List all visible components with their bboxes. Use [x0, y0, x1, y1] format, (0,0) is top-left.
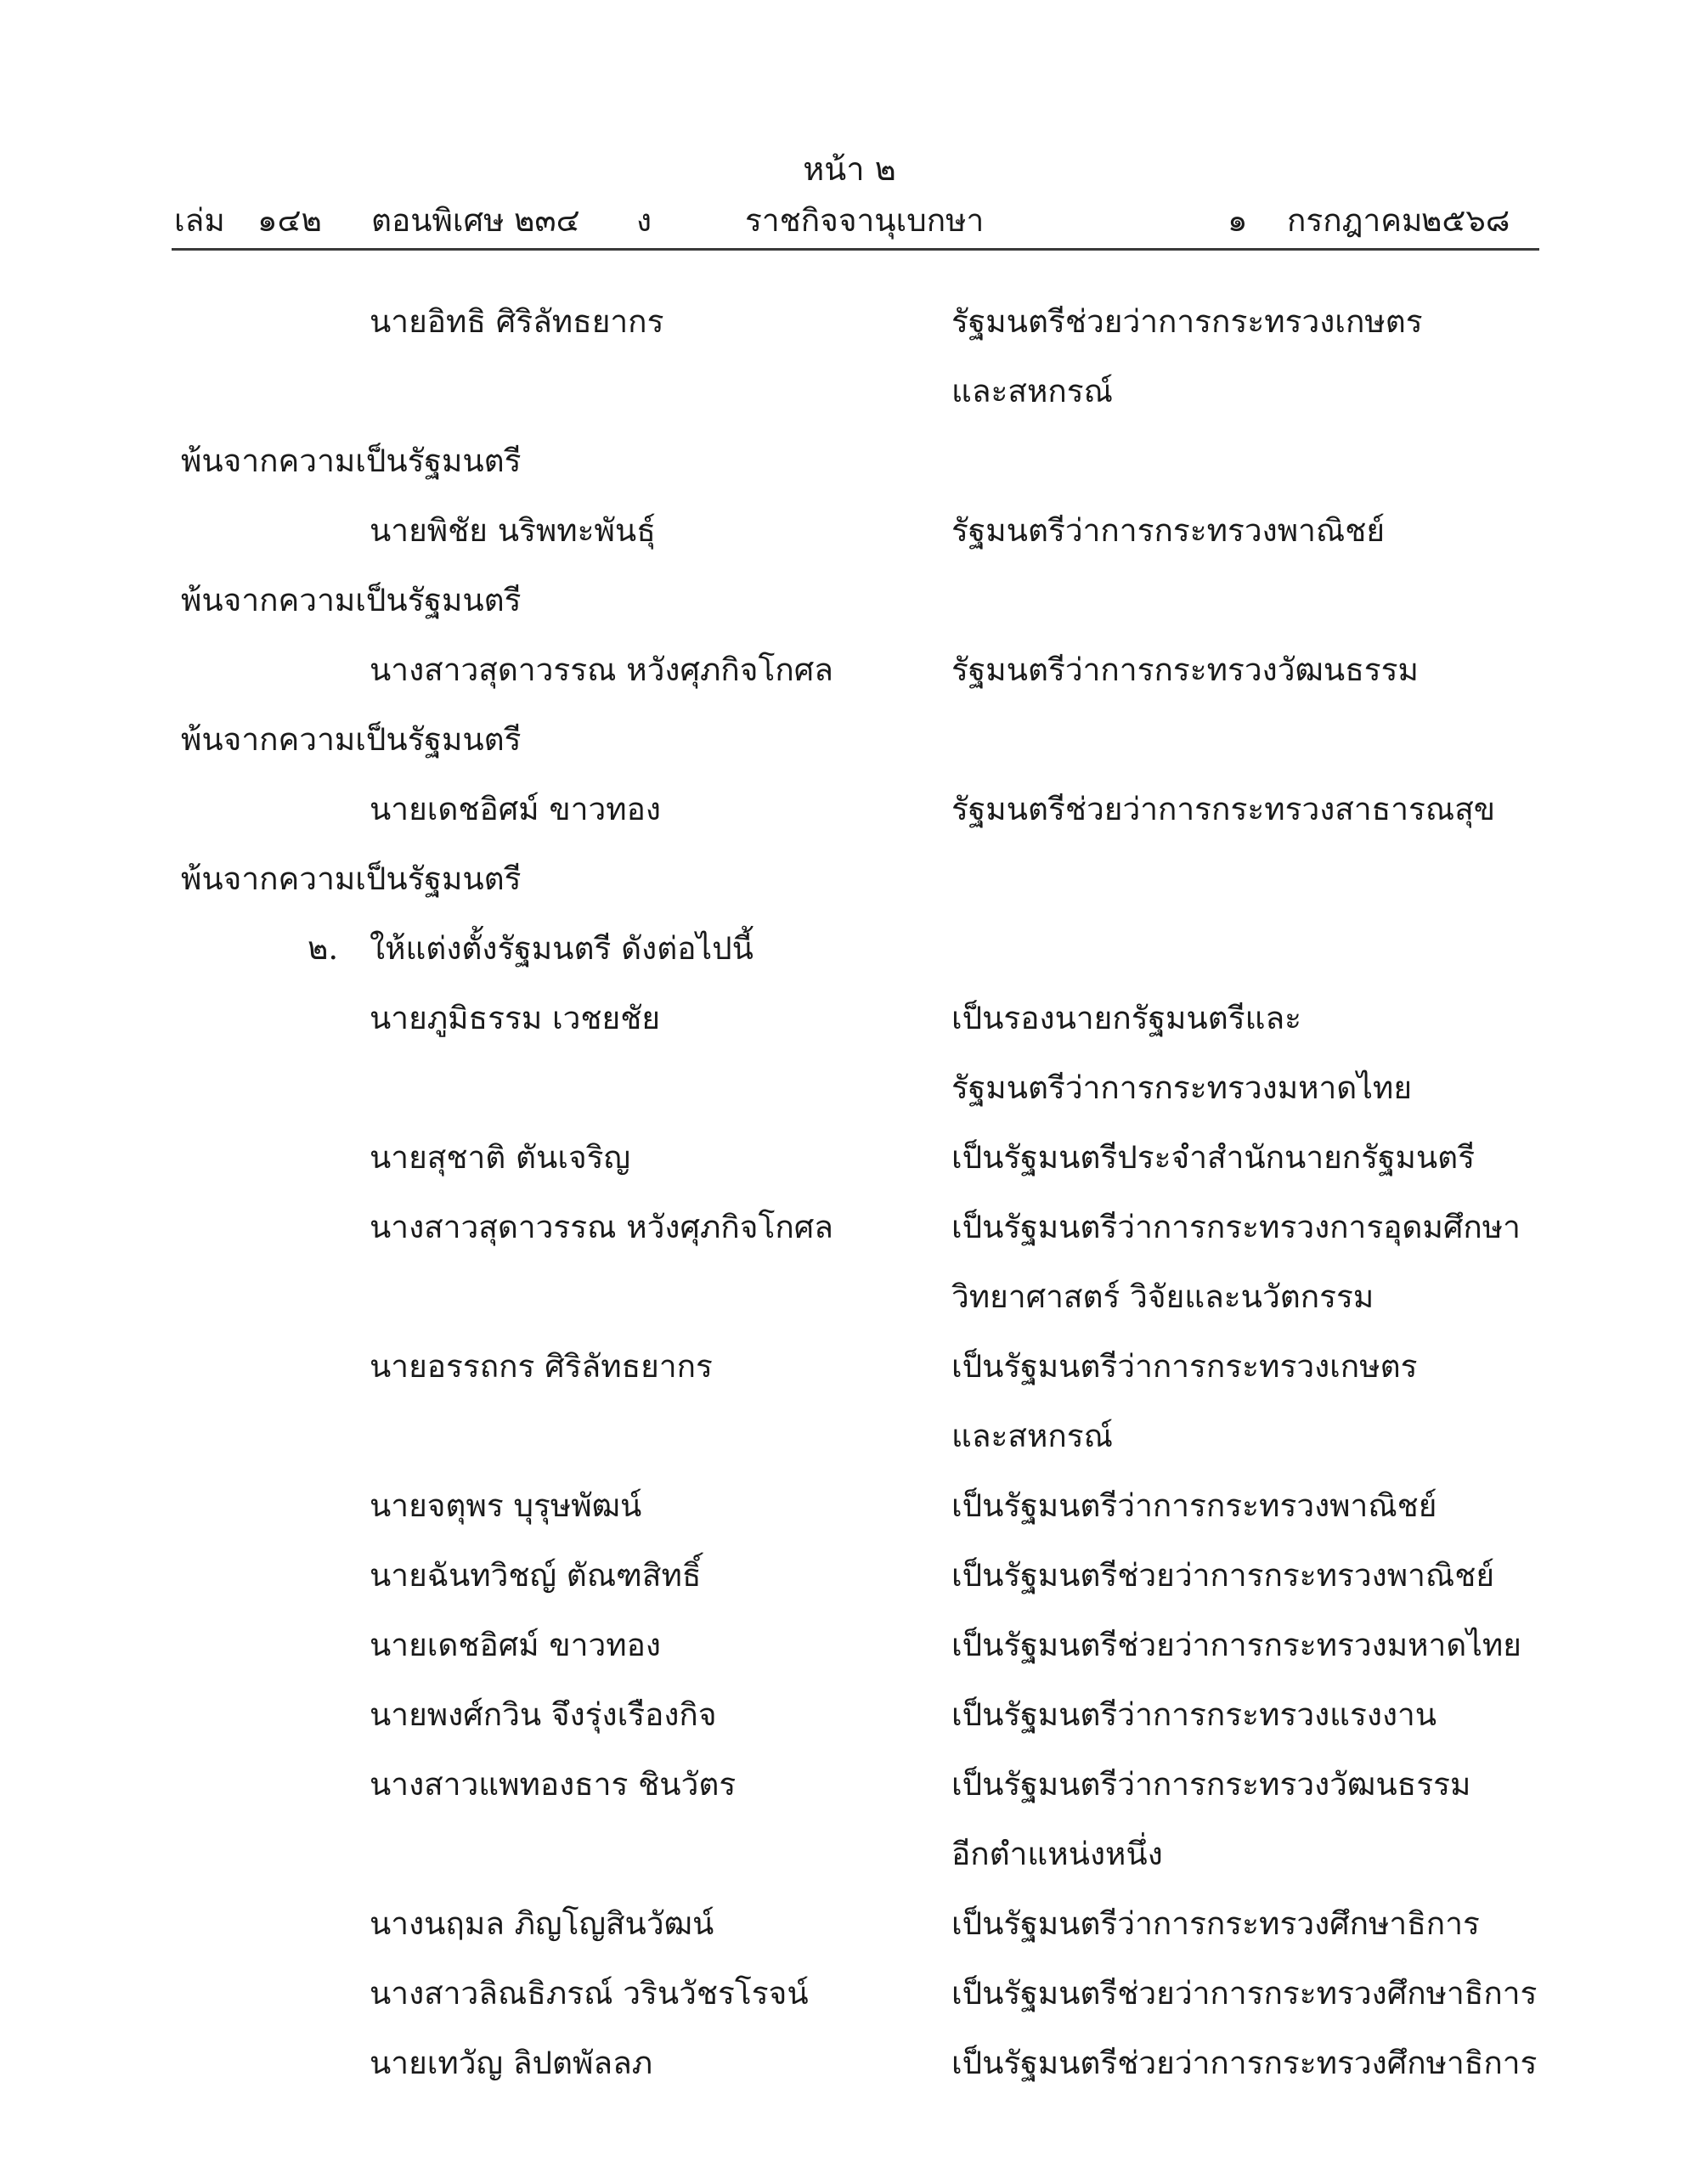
removal-text: พ้นจากความเป็นรัฐมนตรี: [181, 443, 522, 479]
minister-post: เป็นรัฐมนตรีว่าการกระทรวงเกษตร: [951, 1348, 1418, 1385]
removal-line: [0, 844, 1699, 914]
minister-post: เป็นรัฐมนตรีช่วยว่าการกระทรวงมหาดไทย: [951, 1627, 1521, 1663]
minister-name: นายภูมิธรรม เวชยชัย: [370, 1000, 661, 1036]
removal-line: [0, 705, 1699, 775]
minister-name: นายเดชอิศม์ ขาวทอง: [370, 1627, 661, 1663]
appointment-entry: [0, 2029, 1699, 2098]
appointment-entry-cont: [0, 1053, 1699, 1123]
appointment-entry: [0, 1332, 1699, 1402]
minister-name: นายฉันทวิชญ์ ตัณฑสิทธิ์: [370, 1557, 702, 1594]
minister-post: เป็นรัฐมนตรีช่วยว่าการกระทรวงศึกษาธิการ: [951, 2045, 1538, 2081]
minister-post: รัฐมนตรีช่วยว่าการกระทรวงเกษตร: [951, 303, 1423, 340]
minister-post: เป็นรัฐมนตรีประจำสำนักนายกรัฐมนตรี: [951, 1139, 1476, 1176]
removed-entry: [0, 635, 1699, 705]
removal-text: พ้นจากความเป็นรัฐมนตรี: [181, 721, 522, 758]
minister-name: นางนฤมล ภิญโญสินวัฒน์: [370, 1905, 714, 1942]
page-number: หน้า ๒: [803, 150, 896, 188]
minister-name: นายอรรถกร ศิริลัทธยากร: [370, 1348, 713, 1385]
minister-post: เป็นรัฐมนตรีว่าการกระทรวงการอุดมศึกษา: [951, 1209, 1521, 1245]
appointment-entry-cont: [0, 1262, 1699, 1332]
minister-name: นายพงศ์กวิน จึงรุ่งเรืองกิจ: [370, 1696, 717, 1733]
gazette-header: [174, 195, 1538, 241]
appointment-entry: [0, 984, 1699, 1053]
minister-post: เป็นรัฐมนตรีว่าการกระทรวงศึกษาธิการ: [951, 1905, 1480, 1942]
minister-post: เป็นรัฐมนตรีว่าการกระทรวงแรงงาน: [951, 1696, 1437, 1733]
minister-name: นายเดชอิศม์ ขาวทอง: [370, 791, 661, 827]
appointment-entry: [0, 1123, 1699, 1193]
appointment-entry: [0, 1889, 1699, 1959]
issue-number: ๒๓๔: [514, 202, 580, 239]
section-letter: ง: [636, 202, 652, 239]
issue-label: ตอนพิเศษ: [371, 202, 505, 239]
removal-line: [0, 426, 1699, 496]
minister-post-cont: และสหกรณ์: [951, 1418, 1113, 1454]
appointment-entry: [0, 1750, 1699, 1820]
minister-name: นายสุชาติ ตันเจริญ: [370, 1139, 631, 1176]
appointment-entry: [0, 1959, 1699, 2029]
minister-name: นางสาวแพทองธาร ชินวัตร: [370, 1766, 737, 1803]
appointment-entry: [0, 1541, 1699, 1611]
removed-entry: [0, 496, 1699, 566]
minister-post-cont: วิทยาศาสตร์ วิจัยและนวัตกรรม: [951, 1278, 1374, 1315]
date-month: กรกฎาคม: [1287, 202, 1423, 239]
removed-entry: [0, 287, 1699, 357]
minister-post: รัฐมนตรีว่าการกระทรวงพาณิชย์: [951, 512, 1386, 549]
gazette-title: ราชกิจจานุเบกษา: [745, 202, 985, 239]
minister-name: นายอิทธิ ศิริลัทธยากร: [370, 303, 664, 340]
minister-name: นายพิชัย นริพทะพันธุ์: [370, 512, 656, 549]
appointment-entry: [0, 1611, 1699, 1680]
appointment-entry: [0, 1680, 1699, 1750]
section-text: ให้แต่งตั้งรัฐมนตรี ดังต่อไปนี้: [370, 930, 754, 967]
removal-text: พ้นจากความเป็นรัฐมนตรี: [181, 861, 522, 897]
section-heading: [0, 914, 1699, 984]
minister-post: รัฐมนตรีช่วยว่าการกระทรวงสาธารณสุข: [951, 791, 1496, 827]
section-number: ๒.: [308, 930, 339, 967]
minister-post: เป็นรัฐมนตรีช่วยว่าการกระทรวงพาณิชย์: [951, 1557, 1495, 1594]
header-divider: [172, 248, 1539, 251]
removal-text: พ้นจากความเป็นรัฐมนตรี: [181, 582, 522, 618]
removal-line: [0, 566, 1699, 635]
minister-name: นายเทวัญ ลิปตพัลลภ: [370, 2045, 653, 2081]
date-day: ๑: [1228, 202, 1248, 239]
minister-post-cont: อีกตำแหน่งหนึ่ง: [951, 1836, 1163, 1872]
minister-post: รัฐมนตรีว่าการกระทรวงวัฒนธรรม: [951, 652, 1419, 688]
minister-post: เป็นรัฐมนตรีว่าการกระทรวงพาณิชย์: [951, 1487, 1437, 1524]
minister-post: เป็นรัฐมนตรีว่าการกระทรวงวัฒนธรรม: [951, 1766, 1471, 1803]
appointment-entry-cont: [0, 1820, 1699, 1889]
minister-post-cont: รัฐมนตรีว่าการกระทรวงมหาดไทย: [951, 1069, 1412, 1106]
appointment-entry-cont: [0, 1402, 1699, 1471]
removed-entry-cont: [0, 357, 1699, 426]
minister-name: นายจตุพร บุรุษพัฒน์: [370, 1487, 642, 1524]
removed-entry: [0, 775, 1699, 844]
minister-name: นางสาวลิณธิภรณ์ วรินวัชรโรจน์: [370, 1975, 809, 2012]
minister-post-cont: และสหกรณ์: [951, 373, 1113, 409]
minister-post: เป็นรัฐมนตรีช่วยว่าการกระทรวงศึกษาธิการ: [951, 1975, 1538, 2012]
appointment-entry: [0, 1193, 1699, 1262]
volume-label: เล่ม: [174, 202, 225, 239]
appointment-entry: [0, 1471, 1699, 1541]
document-body: [0, 287, 1699, 2098]
minister-name: นางสาวสุดาวรรณ หวังศุภกิจโกศล: [370, 652, 833, 688]
date-year: ๒๕๖๘: [1421, 202, 1510, 239]
minister-name: นางสาวสุดาวรรณ หวังศุภกิจโกศล: [370, 1209, 833, 1245]
minister-post: เป็นรองนายกรัฐมนตรีและ: [951, 1000, 1302, 1036]
volume-number: ๑๔๒: [257, 202, 322, 239]
